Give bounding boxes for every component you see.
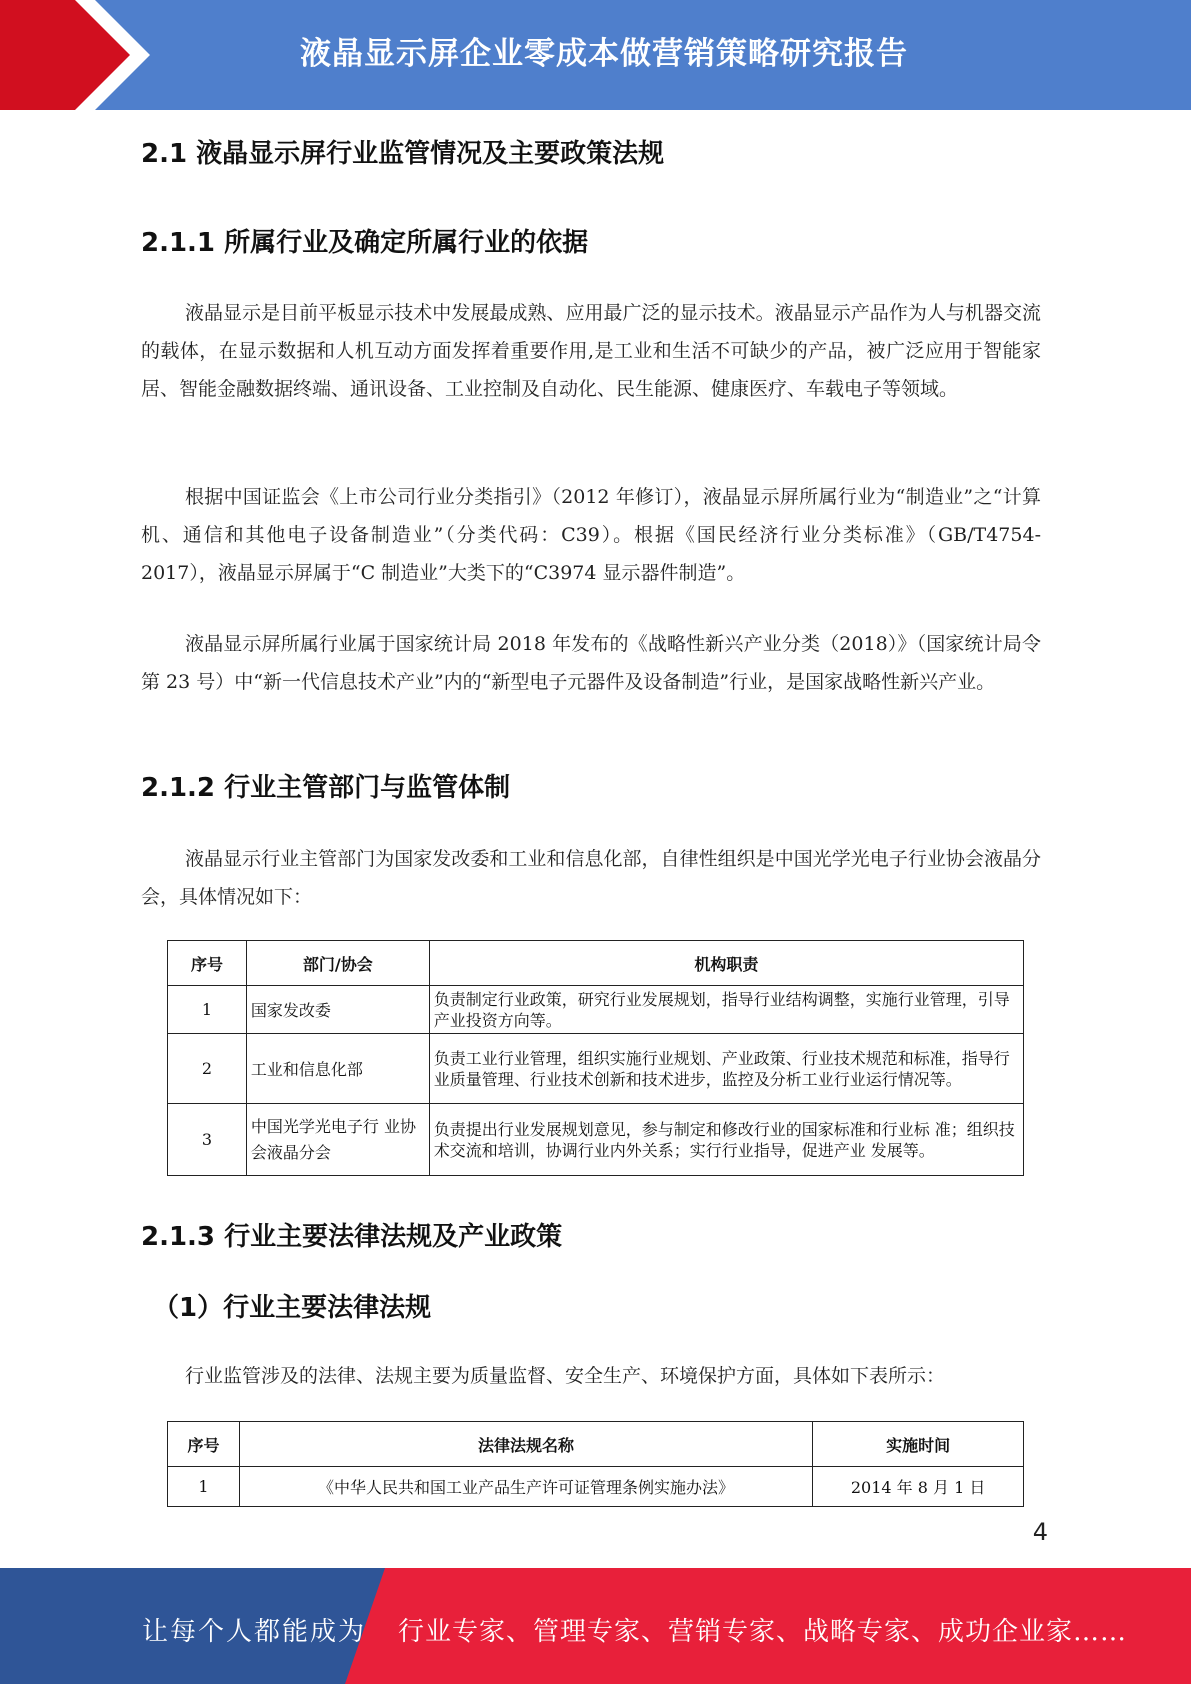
page-header — [0, 0, 1191, 110]
section-heading-2-1: 2.1 液晶显示屏行业监管情况及主要政策法规 — [141, 139, 665, 169]
paragraph-laws-intro: 行业监管涉及的法律、法规主要为质量监督、安全生产、环境保护方面，具体如下表所示： — [185, 1365, 946, 1387]
subsection-heading-laws: （1）行业主要法律法规 — [153, 1293, 432, 1323]
table-cell: 2014 年 8 月 1 日 — [813, 1467, 1024, 1507]
footer-slogan-right: 行业专家、管理专家、营销专家、战略专家、成功企业家…… — [398, 1617, 1128, 1647]
table-cell: 负责提出行业发展规划意见，参与制定和修改行业的国家标准和行业标 准；组织技术交流和培训，协调行业内外关系；实行行业指导，促进产业 发展等。 — [429, 1104, 1023, 1176]
page-footer — [0, 1568, 1191, 1684]
page-number: 4 — [1032, 1518, 1048, 1546]
table-cell: 2 — [168, 1034, 247, 1104]
table-header-cell: 序号 — [168, 941, 247, 986]
table-row — [168, 1467, 1024, 1507]
table-row — [168, 986, 1024, 1034]
table-cell: 工业和信息化部 — [246, 1034, 429, 1104]
table-cell: 《中华人民共和国工业产品生产许可证管理条例实施办法》 — [239, 1467, 812, 1507]
report-title: 液晶显示屏企业零成本做营销策略研究报告 — [300, 36, 908, 72]
table-cell: 国家发改委 — [246, 986, 429, 1034]
table-cell: 1 — [168, 1467, 240, 1507]
table-header-cell: 部门/协会 — [246, 941, 429, 986]
paragraph-strategic-industry: 液晶显示屏所属行业属于国家统计局 2018 年发布的《战略性新兴产业分类（2018）》（国家统计局令第 23 号）中“新一代信息技术产业”内的“新型电子元器件及设备制造”行业，是国家战略性新兴产业。 — [141, 633, 1041, 693]
table-cell: 负责工业行业管理，组织实施行业规划、产业政策、行业技术规范和标准，指导行业质量管理、行业技术创新和技术进步，监控及分析工业行业运行情况等。 — [429, 1034, 1023, 1104]
table-cell: 1 — [168, 986, 247, 1034]
paragraph-lcd-intro: 液晶显示是目前平板显示技术中发展最成熟、应用最广泛的显示技术。液晶显示产品作为人与机器交流的载体，在显示数据和人机互动方面发挥着重要作用,是工业和生活不可缺少的产品，被广泛应用于智能家居、智能金融数据终端、通讯设备、工业控制及自动化、民生能源、健康医疗、车载电子等领域。 — [141, 302, 1041, 400]
table-row — [168, 1034, 1024, 1104]
section-heading-2-1-2: 2.1.2 行业主管部门与监管体制 — [141, 773, 511, 803]
table-cell: 3 — [168, 1104, 247, 1176]
table-cell: 中国光学光电子行 业协会液晶分会 — [246, 1104, 429, 1176]
table-header-cell: 序号 — [168, 1422, 240, 1467]
section-heading-2-1-3: 2.1.3 行业主要法律法规及产业政策 — [141, 1222, 563, 1252]
regulator-table — [167, 940, 1024, 1176]
section-heading-2-1-1: 2.1.1 所属行业及确定所属行业的依据 — [141, 228, 589, 258]
laws-table — [167, 1421, 1024, 1507]
table-header-row — [168, 1422, 1024, 1467]
footer-slogan-left: 让每个人都能成为 — [142, 1617, 367, 1647]
table-header-cell: 机构职责 — [429, 941, 1023, 986]
paragraph-regulators: 液晶显示行业主管部门为国家发改委和工业和信息化部，自律性组织是中国光学光电子行业协会液晶分会，具体情况如下： — [141, 848, 1041, 908]
table-header-row — [168, 941, 1024, 986]
table-cell: 负责制定行业政策，研究行业发展规划，指导行业结构调整，实施行业管理，引导产业投资方向等。 — [429, 986, 1023, 1034]
table-header-cell: 实施时间 — [813, 1422, 1024, 1467]
paragraph-industry-classification: 根据中国证监会《上市公司行业分类指引》（2012 年修订），液晶显示屏所属行业为“制造业”之“计算机、通信和其他电子设备制造业”（分类代码：C39）。根据《国民经济行业分类标准》（GB/T4754-2017），液晶显示屏属于“C 制造业”大类下的“C3974 显示器件制造”。 — [141, 486, 1041, 584]
table-header-cell: 法律法规名称 — [239, 1422, 812, 1467]
table-row — [168, 1104, 1024, 1176]
